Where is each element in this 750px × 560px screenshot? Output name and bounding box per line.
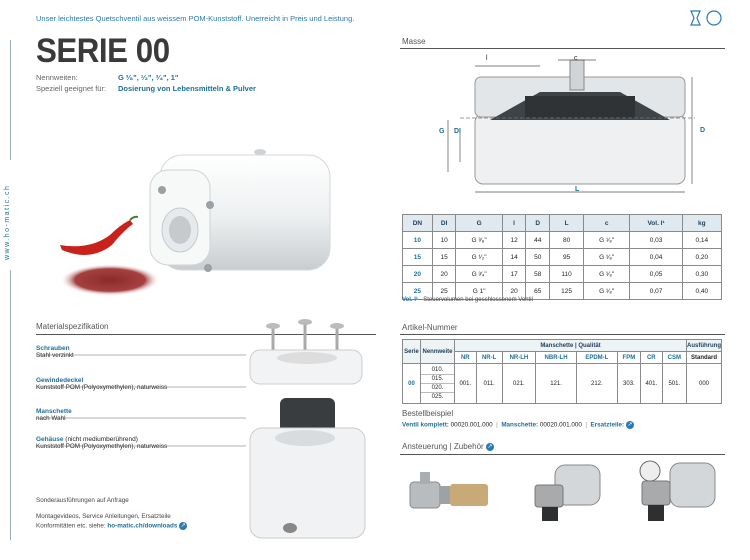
dims-header-cell: D bbox=[526, 215, 550, 232]
code-cell: 212. bbox=[576, 364, 617, 404]
artikel-table bbox=[402, 339, 722, 404]
sub-col: FPM bbox=[617, 352, 640, 364]
geeignet-label: Speziell geeignet für: bbox=[36, 84, 107, 93]
dim-label-g: G bbox=[439, 128, 445, 135]
tagline: Unser leichtestes Quetschventil aus weissem POM-Kunststoff. Unerreicht in Preis und Leistung. bbox=[36, 14, 355, 23]
table-row: 20 20 G ³⁄₄" 17 58 110 G ¹⁄₈" 0,05 0,30 bbox=[403, 266, 722, 283]
downloads-link[interactable]: ho-matic.ch/downloads bbox=[107, 522, 178, 530]
montage-text: Montagevideos, Service Anleitungen, Ersatzteile bbox=[36, 513, 171, 520]
dims-header-cell: G bbox=[456, 215, 502, 232]
serie-cell: 00 bbox=[403, 364, 421, 404]
dims-header-row bbox=[403, 215, 722, 232]
code-cell: 021. bbox=[502, 364, 535, 404]
sub-col: EPDM-L bbox=[576, 352, 617, 364]
sub-col: NR bbox=[455, 352, 477, 364]
side-url[interactable]: www.ho-matic.ch bbox=[4, 184, 11, 260]
ersatzteile-link[interactable]: Ersatzteile: bbox=[590, 421, 625, 429]
dims-header-cell: DN bbox=[403, 215, 433, 232]
montage-line: Konformitäten etc. siehe: ho-matic.ch/downloads ↗ bbox=[36, 522, 186, 530]
code-cell: 501. bbox=[662, 364, 686, 404]
material-connector-lines bbox=[36, 340, 266, 460]
col-ausfuehrung: Ausführung bbox=[687, 340, 722, 352]
sub-col: NBR-LH bbox=[536, 352, 577, 364]
sub-col: NR-L bbox=[476, 352, 502, 364]
nenn-value: G ³⁄₈", ¹⁄₂", ³⁄₄", 1" bbox=[118, 73, 179, 82]
dims-footnote bbox=[402, 297, 533, 303]
masse-heading: Masse bbox=[402, 37, 426, 46]
dim-label-l: L bbox=[575, 186, 580, 193]
col-manschette: Manschette | Qualität bbox=[455, 340, 687, 352]
dims-header-cell: DI bbox=[432, 215, 456, 232]
material-item: Gehäuse (nicht mediumberührend) Kunststoff POM (Polyoxymethylen), naturweiss bbox=[36, 436, 168, 450]
link-icon[interactable]: ↗ bbox=[627, 422, 633, 428]
material-item: Schrauben Stahl verzinkt bbox=[36, 345, 74, 359]
bestell-line: Ventil komplett: 00020.001.000 | Manschette: 00020.001.000 | Ersatzteile: ↗ bbox=[402, 421, 633, 429]
table-row: 10 10 G ³⁄₈" 12 44 80 G ¹⁄₈" 0,03 0,14 bbox=[403, 232, 722, 249]
side-line-top bbox=[10, 40, 11, 160]
table-row: 15 15 G ¹⁄₂" 14 50 95 G ¹⁄₈" 0,04 0,20 bbox=[403, 249, 722, 266]
geeignet-value: Dosierung von Lebensmitteln & Pulver bbox=[118, 84, 256, 93]
footnote-text: - Steuervolumen bei geschlossenem Ventil bbox=[417, 297, 533, 303]
exploded-valve-photo bbox=[245, 318, 370, 540]
logo-icon bbox=[690, 10, 724, 26]
dims-header-cell: L bbox=[550, 215, 584, 232]
bestell-heading: Bestellbeispiel bbox=[402, 409, 454, 418]
artikel-header-row bbox=[403, 340, 722, 352]
product-photo bbox=[50, 100, 350, 300]
col-serie: Serie bbox=[403, 340, 421, 364]
accessory-silencer-photo bbox=[405, 462, 495, 522]
dims-header-cell: kg bbox=[682, 215, 721, 232]
artikel-heading: Artikel-Nummer bbox=[402, 323, 458, 332]
code-cell: 001. bbox=[455, 364, 477, 404]
sub-col: CR bbox=[641, 352, 663, 364]
accessory-valve-photo bbox=[530, 460, 610, 526]
footnote-label: Vol. l¹ bbox=[402, 297, 418, 303]
dimensions-table bbox=[402, 214, 722, 300]
table-row: 25 25 G 1" 20 65 125 G ¹⁄₈" 0,07 0,40 bbox=[403, 283, 722, 300]
accessory-regulator-photo bbox=[630, 455, 720, 527]
sub-col: NR-LH bbox=[502, 352, 535, 364]
dims-header-cell: Vol. l¹ bbox=[630, 215, 682, 232]
sonder-text: Sonderausführungen auf Anfrage bbox=[36, 497, 129, 504]
code-cell: 121. bbox=[536, 364, 577, 404]
dim-label-di: DI bbox=[454, 128, 461, 135]
dimension-drawing bbox=[430, 52, 720, 204]
nenn-label: Nennweiten: bbox=[36, 73, 78, 82]
dim-label-d: D bbox=[700, 127, 706, 134]
link-icon[interactable]: ↗ bbox=[180, 523, 186, 529]
material-item: Gewindedeckel Kunststoff POM (Polyoxymethylen), naturweiss bbox=[36, 377, 168, 391]
side-line-bottom bbox=[10, 270, 11, 540]
code-cell: 011. bbox=[476, 364, 502, 404]
nennweite-cell: 010. 015. 020. 025. bbox=[421, 364, 455, 404]
page-title: SERIE 00 bbox=[36, 32, 170, 70]
table-row bbox=[403, 364, 722, 404]
masse-rule bbox=[400, 48, 725, 49]
code-cell: 303. bbox=[617, 364, 640, 404]
dims-header-cell: c bbox=[584, 215, 630, 232]
col-nennweite: Nennweite bbox=[421, 340, 455, 364]
artikel-rule bbox=[400, 334, 725, 335]
link-icon[interactable]: ↗ bbox=[487, 443, 493, 450]
dim-label-l1: l bbox=[486, 55, 488, 62]
material-heading: Materialspezifikation bbox=[36, 322, 109, 331]
standard-cell: 000 bbox=[687, 364, 722, 404]
dims-header-cell: l bbox=[502, 215, 526, 232]
material-item: Manschette nach Wahl bbox=[36, 408, 72, 422]
sub-col-standard: Standard bbox=[687, 352, 722, 364]
zubehoer-heading: Ansteuerung | Zubehör ↗ bbox=[402, 442, 493, 451]
dim-label-c: c bbox=[574, 55, 578, 62]
code-cell: 401. bbox=[641, 364, 663, 404]
sub-col: CSM bbox=[662, 352, 686, 364]
